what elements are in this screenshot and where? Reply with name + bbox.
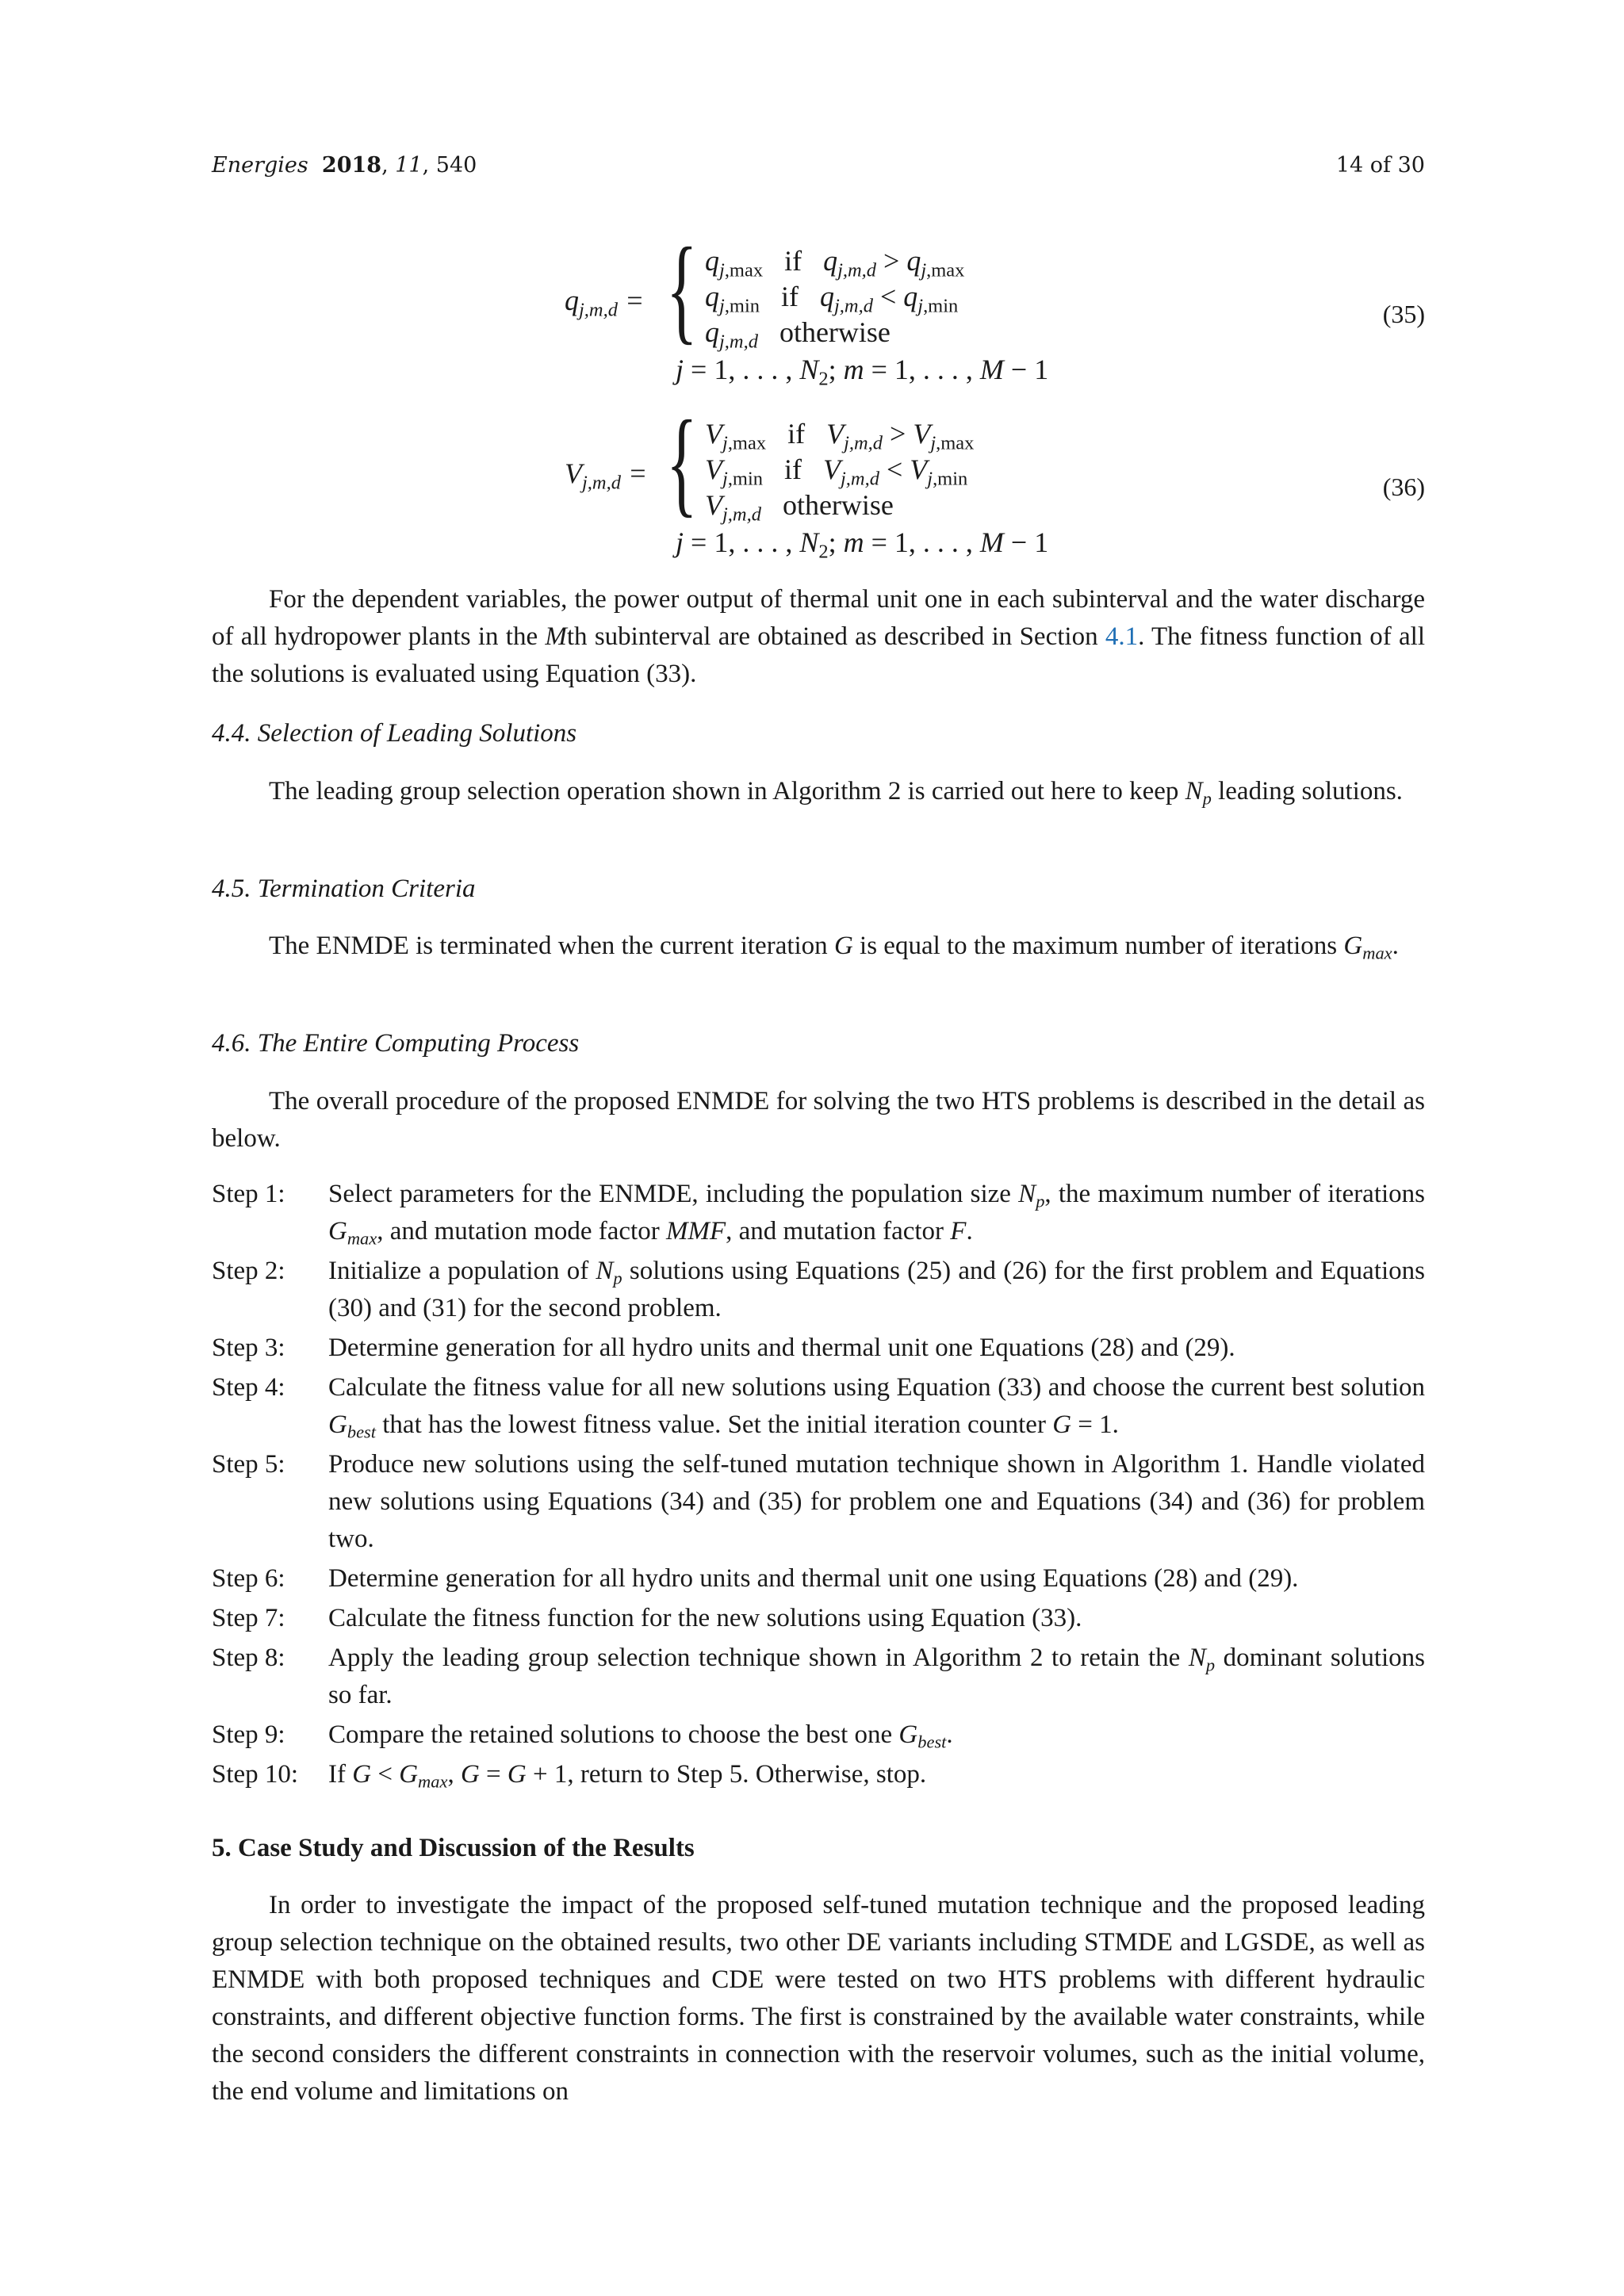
section-heading-4-4: 4.4. Selection of Leading Solutions xyxy=(212,719,577,748)
list-item: Step 1: Select parameters for the ENMDE, including the population size $N_p$, the maximum number of iterations $G_{max}$, and mutation mode factor MMF, and mutation factor F. xyxy=(212,1180,1425,1249)
section-heading-4-5: 4.5. Termination Criteria xyxy=(212,874,476,903)
paragraph-dependent-variables: For the dependent variables, the power output of thermal unit one in each subinterval and the water discharge of all hydropower plants in the Mth subinterval are obtained as described in Section 4.1. The fitness function of all the solutions is evaluated using Equation (33). xyxy=(212,585,1426,688)
list-item: Step 8: Apply the leading group selection technique shown in Algorithm 2 to retain the $N_p$ dominant solutions so far. xyxy=(212,1644,1426,1709)
list-item: Step 3: Determine generation for all hydro units and thermal unit one Equations (28) and (29). xyxy=(212,1334,1235,1362)
section-link[interactable]: 4.1 xyxy=(1105,622,1139,651)
running-header xyxy=(212,153,1425,182)
list-item: Step 5: Produce new solutions using the self-tuned mutation technique shown in Algorithm 1. Handle violated new solutions using Equations (34) and (35) for problem one and Equations (34) and (36) for problem two. xyxy=(212,1450,1425,1553)
list-item: Step 6: Determine generation for all hydro units and thermal unit one using Equations (28) and (29). xyxy=(212,1564,1299,1593)
steps-list xyxy=(212,1176,1425,1796)
paper-page xyxy=(212,0,1425,2296)
paragraph-case-study: In order to investigate the impact of the proposed self-tuned mutation technique and the proposed leading group selection technique on the obtained results, two other DE variants including STMDE and LGSDE, as well as ENMDE with both proposed techniques and CDE were tested on two HTS problems with different hydraulic constraints, and different objective function forms. The first is constrained by the available water constraints, while the second considers the different constraints in connection with the reservoir volumes, such as the initial volume, the end volume and limitations on xyxy=(212,1891,1425,2106)
list-item: Step 2: Initialize a population of $N_p$ solutions using Equations (25) and (26) for the first problem and Equations (30) and (31) for the second problem. xyxy=(212,1257,1425,1322)
list-item: Step 4: Calculate the fitness value for all new solutions using Equation (33) and choose the current best solution $G_{best}$ that has the lowest fitness value. Set the initial iteration counter G = 1. xyxy=(212,1373,1425,1442)
page-number: 14 of 30 xyxy=(1335,153,1425,178)
citation: Energies 2018, 11, 540 xyxy=(212,153,477,178)
section-heading-4-6: 4.6. The Entire Computing Process xyxy=(212,1029,580,1058)
paragraph-leading-selection: The leading group selection operation shown in Algorithm 2 is carried out here to keep $N_p$ leading solutions. xyxy=(269,777,1403,809)
equation-35: $q_{j,m,d}$ = { $q_{j,max}$ if $q_{j,m,d} > q_{j,max}$ $q_{j,min}$ if $q_{j,m,d} < q_{j,min}$ $q_{j,m,d}$ otherwise j = 1, . . . , $N_2$; m = 1, . . . , M − 1 (35) xyxy=(565,224,1425,390)
paragraph-termination: The ENMDE is terminated when the current iteration G is equal to the maximum number of iterations $G_{max}$. xyxy=(269,932,1399,963)
equation-number: (36) xyxy=(1382,473,1425,501)
list-item: Step 9: Compare the retained solutions to choose the best one $G_{best}$. xyxy=(212,1720,953,1752)
list-item: Step 7: Calculate the fitness function for the new solutions using Equation (33). xyxy=(212,1604,1082,1632)
equation-number: (35) xyxy=(1382,300,1425,328)
paragraph-computing-process: The overall procedure of the proposed ENMDE for solving the two HTS problems is described in the detail as below. xyxy=(212,1087,1425,1153)
section-heading-5: 5. Case Study and Discussion of the Results xyxy=(212,1834,695,1862)
list-item: Step 10: If $G < G_{max}$, G = G + 1, return to Step 5. Otherwise, stop. xyxy=(212,1760,927,1792)
equation-36: $V_{j,m,d}$ = { $V_{j,max}$ if $V_{j,m,d} > V_{j,max}$ $V_{j,min}$ if $V_{j,m,d} < V_{j,min}$ $V_{j,m,d}$ otherwise j = 1, . . . , $N_2$; m = 1, . . . , M − 1 (36) xyxy=(565,396,1425,563)
